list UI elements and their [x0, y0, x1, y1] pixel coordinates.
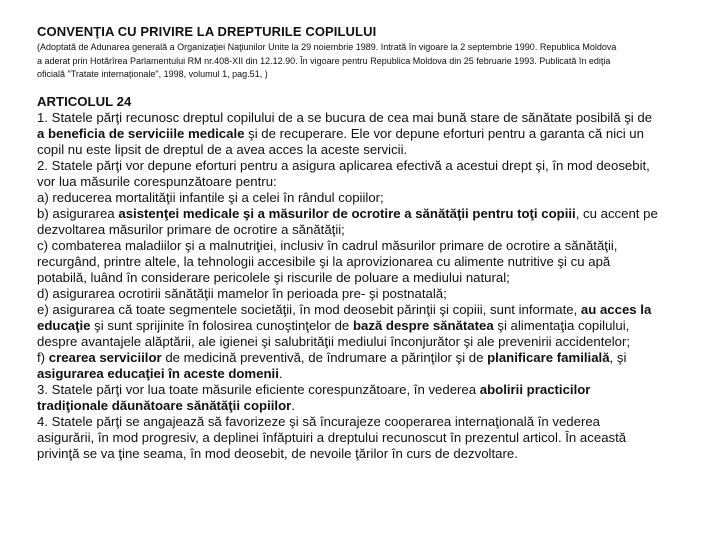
adoption-note	[37, 41, 697, 82]
emphasis-text: planificare familială	[487, 350, 610, 365]
article-24	[37, 94, 707, 462]
body-text: c) combaterea maladiilor şi a malnutriţiei, inclusiv în cadrul măsurilor primare de ocrotire a sănătăţii,	[37, 238, 618, 253]
adoption-note-line: a aderat prin Hotărîrea Parlamentului RM nr.408-XII din 12.12.90. În vigoare pentru Republica Moldova din 25 februarie 1993. Publicată în ediţia	[37, 55, 611, 66]
body-text: potabilă, luând în considerare pericolele şi riscurile de poluare a mediului natural;	[37, 270, 510, 285]
article-line	[37, 302, 707, 318]
emphasis-text: tradiţionale dăunătoare sănătăţii copiilor	[37, 398, 292, 413]
article-line	[37, 318, 707, 334]
body-text: de medicină preventivă, de îndrumare a părinţilor şi de	[161, 350, 488, 365]
article-heading: ARTICOLUL 24	[37, 94, 132, 109]
body-text: a) reducerea mortalităţii infantile şi a celei în rândul copiilor;	[37, 190, 384, 205]
article-body	[37, 110, 707, 462]
body-text: privinţă se va ţine seama, în mod deosebit, de nevoile ţărilor în curs de dezvoltare.	[37, 446, 518, 461]
body-text: vor lua măsurile corespunzătoare pentru:	[37, 174, 277, 189]
article-line	[37, 238, 707, 254]
article-line	[37, 270, 707, 286]
body-text: , şi	[609, 350, 627, 365]
body-text: 4. Statele părţi se angajează să favorizeze şi să încurajeze cooperarea internaţională în vederea	[37, 414, 601, 429]
body-text: .	[291, 398, 295, 413]
body-text: 3. Statele părţi vor lua toate măsurile eficiente corespunzătoare, în vederea	[37, 382, 480, 397]
body-text: e) asigurarea că toate segmentele societăţii, în mod deosebit părinţii şi copiii, sunt informate,	[37, 302, 581, 317]
body-text: recurgând, printre altele, la tehnologii accesibile şi la aprovizionarea cu alimente nutritive şi cu apă	[37, 254, 611, 269]
article-line	[37, 398, 707, 414]
article-line	[37, 366, 707, 382]
article-line	[37, 350, 707, 366]
emphasis-text: educaţie	[37, 318, 91, 333]
body-text: despre avantajele alăptării, ale igienei şi salubrităţii mediului înconjurător şi ale prevenirii accidentelor;	[37, 334, 631, 349]
emphasis-text: a beneficia de serviciile medicale	[37, 126, 245, 141]
body-text: b) asigurarea	[37, 206, 119, 221]
body-text: 1. Statele părţi recunosc dreptul copilului de a se bucura de cea mai bună stare de sănătate posibilă şi de	[37, 110, 653, 125]
article-line	[37, 190, 707, 206]
document-title: CONVENŢIA CU PRIVIRE LA DREPTURILE COPILULUI	[37, 24, 377, 39]
article-line	[37, 206, 707, 222]
body-text: şi de recuperare. Ele vor depune eforturi pentru a garanta că nici un	[244, 126, 644, 141]
article-line	[37, 414, 707, 430]
article-line	[37, 110, 707, 126]
body-text: şi sunt sprijinite în folosirea cunoştinţelor de	[90, 318, 353, 333]
article-line	[37, 286, 707, 302]
body-text: dezvoltarea măsurilor primare de ocrotire a sănătăţii;	[37, 222, 345, 237]
article-line	[37, 430, 707, 446]
body-text: d) asigurarea ocrotirii sănătăţii mamelor în perioada pre- şi postnatală;	[37, 286, 447, 301]
emphasis-text: bază despre sănătatea	[352, 318, 494, 333]
emphasis-text: asigurarea educaţiei în aceste domenii	[37, 366, 279, 381]
article-line	[37, 174, 707, 190]
article-line	[37, 126, 707, 142]
body-text: copil nu este lipsit de dreptul de a avea acces la aceste servicii.	[37, 142, 408, 157]
body-text: 2. Statele părţi vor depune eforturi pentru a asigura aplicarea efectivă a acestui drept şi, în mod deosebit,	[37, 158, 650, 173]
emphasis-text: abolirii practicilor	[479, 382, 591, 397]
article-line	[37, 382, 707, 398]
body-text: şi alimentaţia copilului,	[493, 318, 630, 333]
article-line	[37, 254, 707, 270]
emphasis-text: asistenţei medicale şi a măsurilor de ocrotire a sănătăţii pentru toţi copiii	[118, 206, 576, 221]
adoption-note-line: (Adoptată de Adunarea generală a Organizaţiei Naţiunilor Unite la 29 noiembrie 1989. Intrată în vigoare la 2 septembrie 1990. Republica Moldova	[37, 42, 617, 52]
body-text: asigurării, în mod progresiv, a deplinei înfăptuiri a dreptului recunoscut în prezentul articol. În această	[37, 430, 627, 445]
article-line	[37, 222, 707, 238]
article-line	[37, 446, 707, 462]
emphasis-text: crearea serviciilor	[48, 350, 162, 365]
article-line	[37, 158, 707, 174]
emphasis-text: au acces la	[580, 302, 652, 317]
body-text: , cu accent pe	[575, 206, 658, 221]
body-text: f)	[37, 350, 49, 365]
article-line	[37, 334, 707, 350]
adoption-note-line: oficială "Tratate internaţionale", 1998, volumul 1, pag.51, )	[37, 69, 268, 79]
body-text: .	[278, 366, 283, 381]
article-line	[37, 142, 707, 158]
